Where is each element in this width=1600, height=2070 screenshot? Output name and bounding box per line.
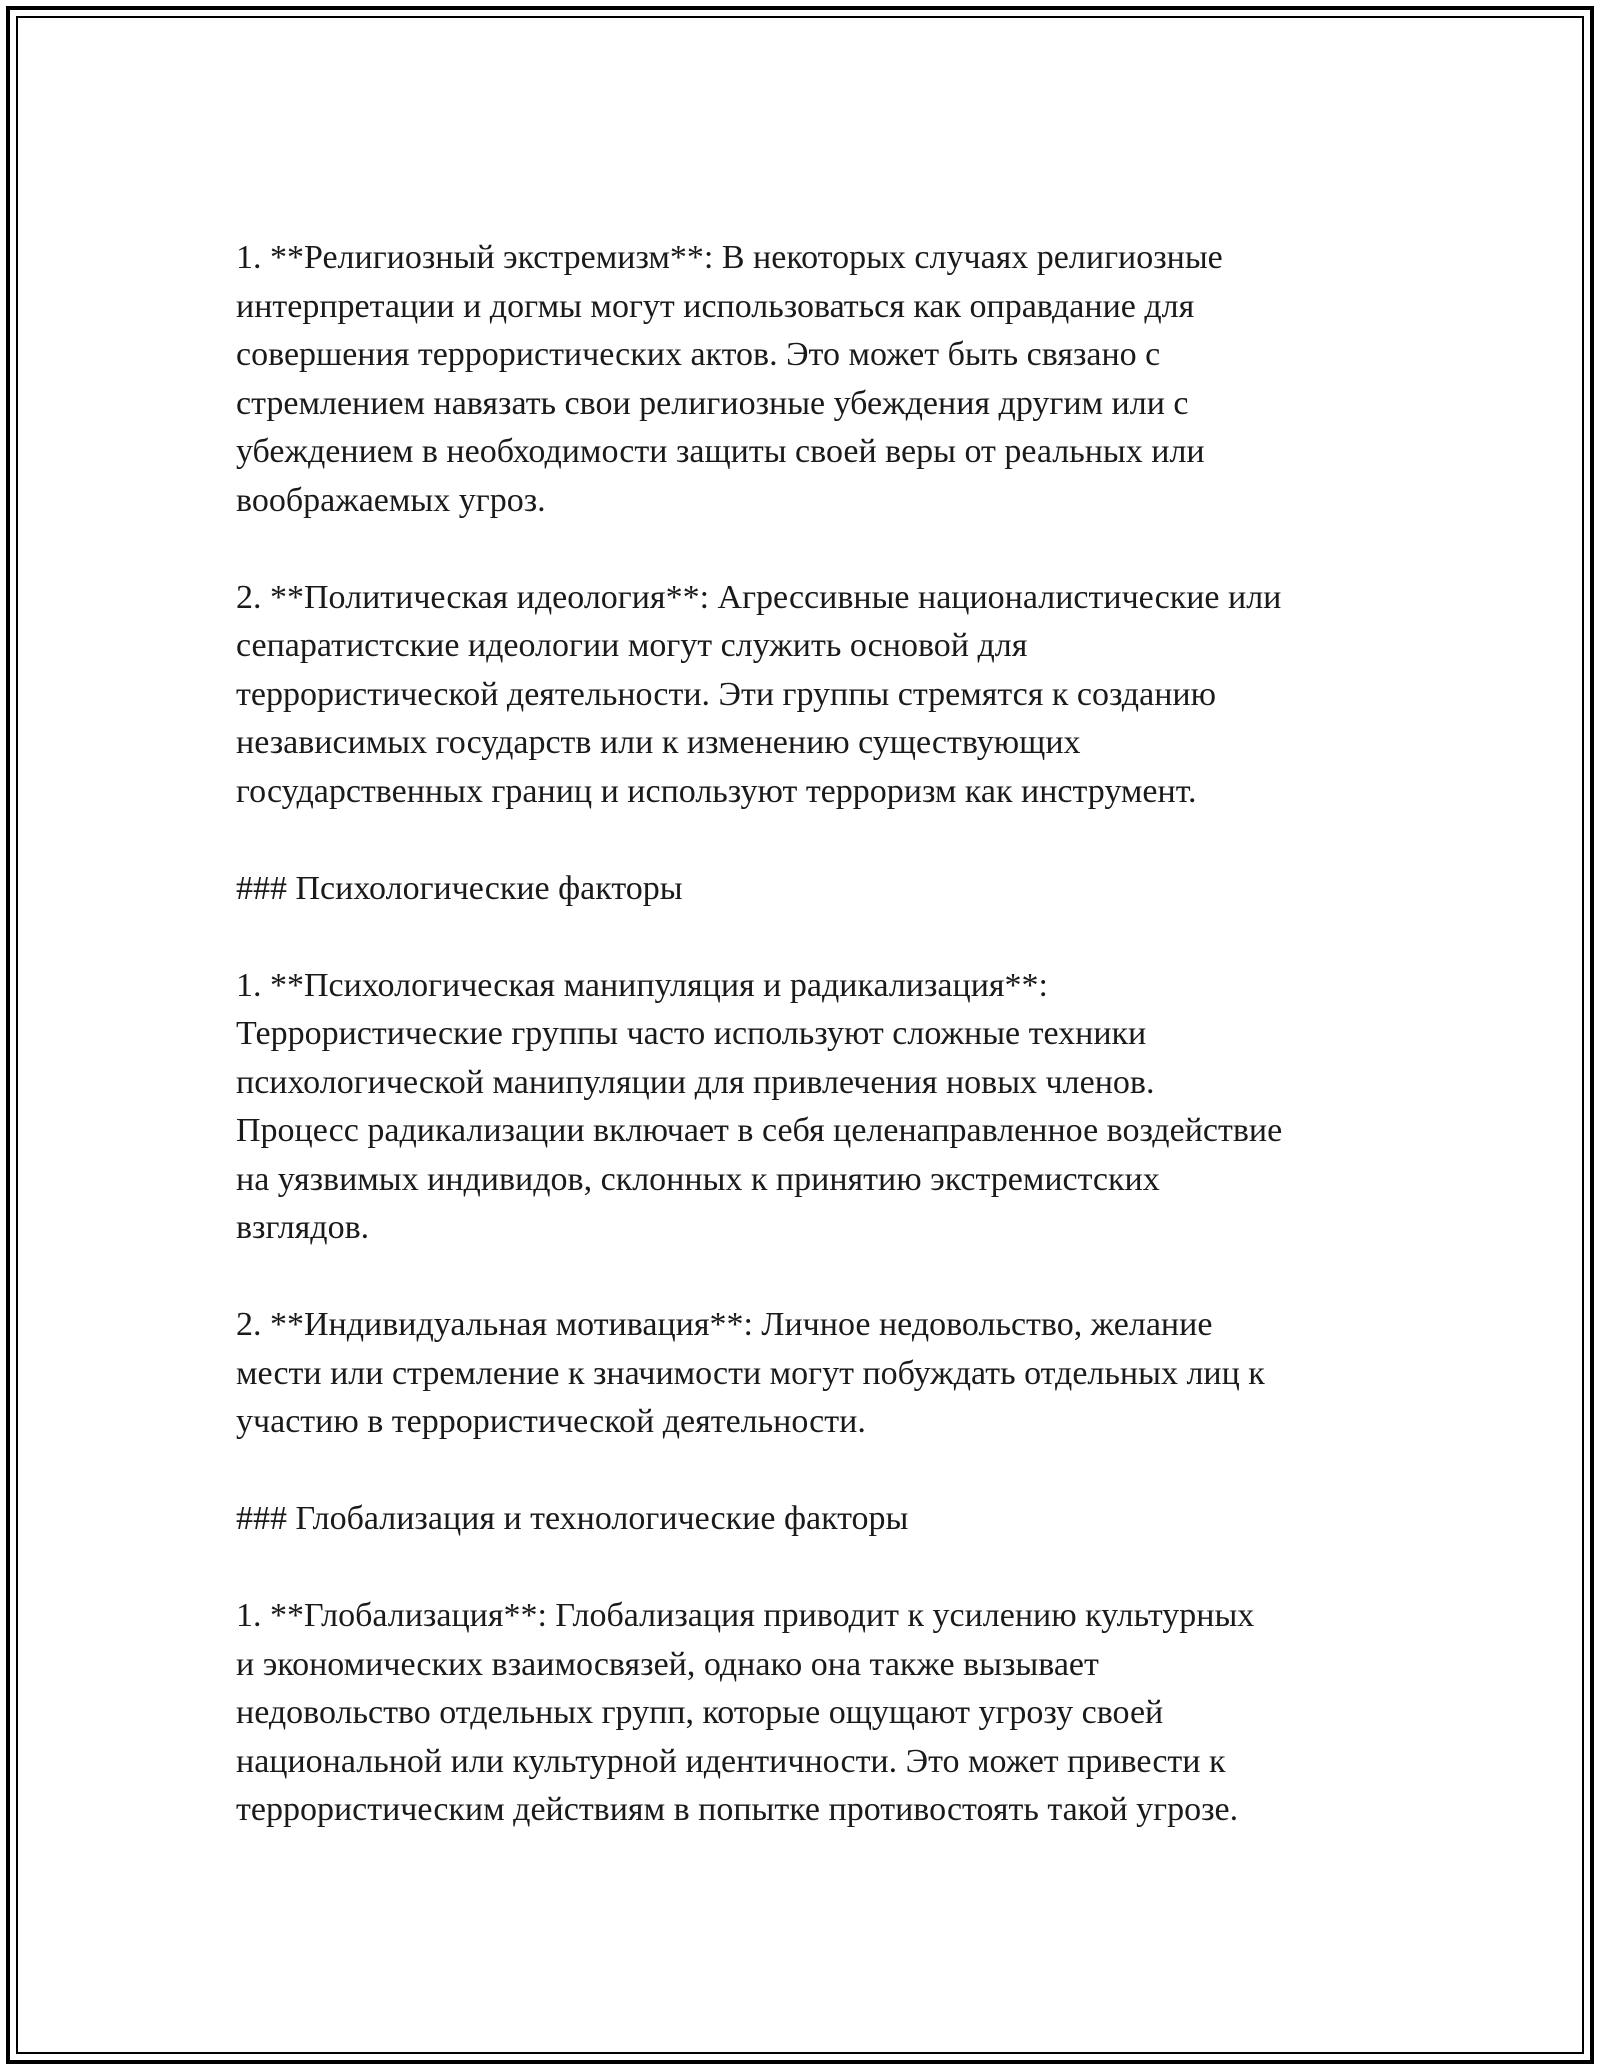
paragraph-individual-motivation: 2. **Индивидуальная мотивация**: Личное недовольство, желание мести или стремление к значимости могут побуждать отдельных лиц к участию в террористической деятельности. [236, 1306, 1265, 1440]
paragraph-political-ideology: 2. **Политическая идеология**: Агрессивные националистические или сепаратистские идеологии могут служить основой для террористической деятельности. Эти группы стремятся к созданию независимых государств или к изменению существующих государственных границ и используют терроризм как инструмент. [236, 578, 1282, 810]
paragraph-religious-extremism: 1. **Религиозный экстремизм**: В некоторых случаях религиозные интерпретации и догмы могут использоваться как оправдание для совершения террористических актов. Это может быть связано с стремлением навязать свои религиозные убеждения другим или с убеждением в необходимости защиты своей веры от реальных или воображаемых угроз. [236, 239, 1223, 519]
heading-globalization-technology: ### Глобализация и технологические факторы [236, 1500, 909, 1537]
paragraph-globalization: 1. **Глобализация**: Глобализация приводит к усилению культурных и экономических взаимосвязей, однако она также вызывает недовольство отдельных групп, которые ощущают угрозу своей национальной или культурной идентичности. Это может привести к террористическим действиям в попытке противостоять такой угрозе. [236, 1597, 1255, 1828]
heading-psychological-factors: ### Психологические факторы [236, 869, 683, 907]
paragraph-psychological-manipulation: 1. **Психологическая манипуляция и радикализация**: Террористические группы часто используют сложные техники психологической манипуляции для привлечения новых членов. Процесс радикализации включает в себя целенаправленное воздействие на уязвимых индивидов, склонных к принятию экстремистских взглядов. [236, 966, 1283, 1246]
document-body [236, 234, 1386, 1835]
